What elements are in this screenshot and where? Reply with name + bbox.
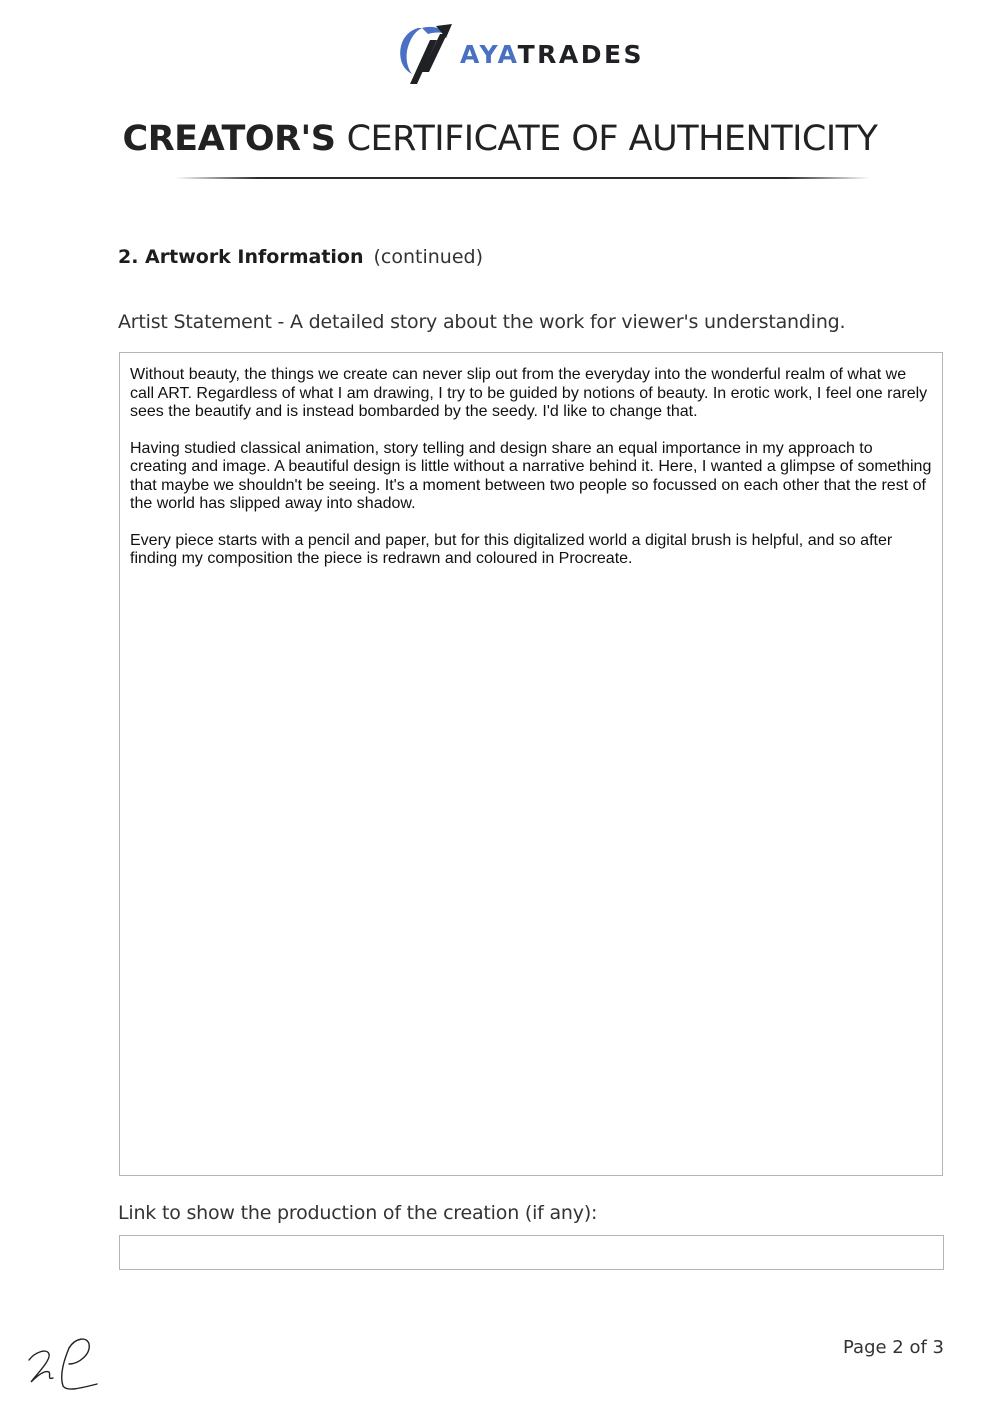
brand-logo [396, 22, 666, 90]
production-link-label: Link to show the production of the creation (if any): [118, 1202, 598, 1224]
artist-statement-label: Artist Statement - A detailed story about the work for viewer's understanding. [118, 311, 846, 333]
brand-name-part2: TRADES [517, 40, 645, 69]
page-title-bold: CREATOR'S [122, 119, 336, 159]
section-heading [118, 244, 483, 270]
artist-statement-field[interactable] [119, 352, 943, 1176]
section-suffix: (continued) [373, 246, 484, 268]
statement-paragraph-3: Every piece starts with a pencil and paper, but for this digitalized world a digital brush is helpful, and so after finding my composition the piece is redrawn and coloured in Procreate. [130, 531, 893, 567]
title-divider [175, 177, 870, 179]
section-title: 2. Artwork Information [118, 246, 364, 268]
production-link-field[interactable] [119, 1235, 944, 1270]
brand-wordmark [460, 40, 644, 70]
signature-mark [25, 1330, 107, 1394]
page-title [0, 114, 1000, 164]
statement-paragraph-1: Without beauty, the things we create can never slip out from the everyday into the wonderful realm of what we call ART. Regardless of what I am drawing, I try to be guided by notions of beauty. In erotic work, I feel one rarely sees the beautify and is instead bombarded by the seedy. I'd like to change that. [130, 366, 928, 420]
ayatrades-logo-icon [396, 22, 454, 90]
page-title-light: CERTIFICATE OF AUTHENTICITY [346, 119, 878, 159]
page-number: Page 2 of 3 [843, 1337, 944, 1358]
brand-name-part1: AYA [460, 40, 518, 69]
statement-paragraph-2: Having studied classical animation, story telling and design share an equal importance in my approach to creating and image. A beautiful design is little without a narrative behind it. Here, I wanted a glimpse of something that maybe we shouldn't be seeing. It's a moment between two people so focussed on each other that the rest of the world has slipped away into shadow. [130, 439, 932, 512]
